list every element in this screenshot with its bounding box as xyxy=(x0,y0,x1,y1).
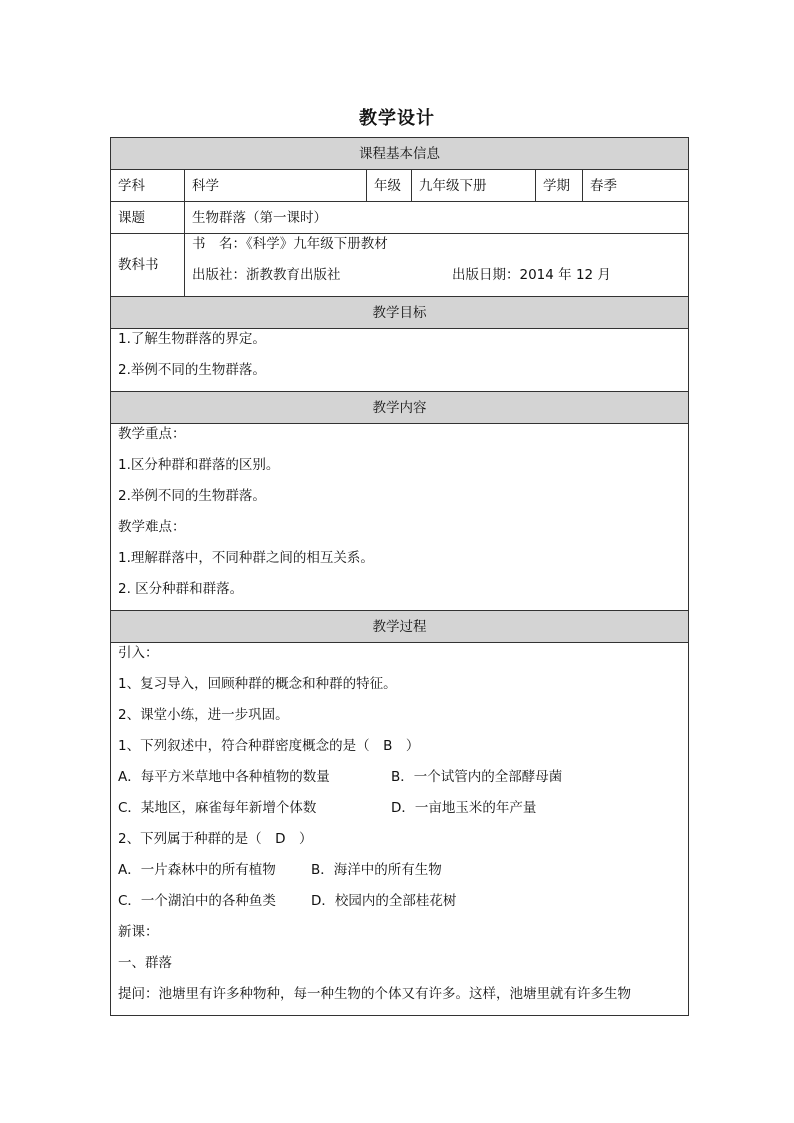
term-label: 学期 xyxy=(536,170,583,202)
q1-option-a: A．每平方米草地中各种植物的数量 xyxy=(118,769,330,785)
term-value: 春季 xyxy=(583,170,689,202)
question-2-options-cd xyxy=(118,891,681,922)
content-line: 1.区分种群和群落的区别。 xyxy=(118,457,280,473)
basic-info-header: 课程基本信息 xyxy=(111,138,689,170)
q1-option-b: B．一个试管内的全部酵母菌 xyxy=(391,769,563,785)
content-line: 教学重点： xyxy=(118,426,186,442)
question-1-options-ab xyxy=(118,767,681,798)
publish-date: 出版日期：2014 年 12 月 xyxy=(452,267,611,283)
lesson-plan-table xyxy=(110,137,689,1016)
publisher: 出版社：浙教教育出版社 xyxy=(192,267,341,283)
textbook-info xyxy=(185,234,689,297)
content-line: 2. 区分种群和群落。 xyxy=(118,581,244,597)
q1-option-c: C．某地区，麻雀每年新增个体数 xyxy=(118,800,317,816)
q2-option-d: D．校园内的全部桂花树 xyxy=(311,893,457,909)
topic-label: 课题 xyxy=(111,202,185,234)
content-line: 2.举例不同的生物群落。 xyxy=(118,488,266,504)
question-text: 提问：池塘里有许多种物种，每一种生物的个体又有许多。这样，池塘里就有许多生物 xyxy=(118,986,631,1002)
q2-option-a: A．一片森林中的所有植物 xyxy=(118,862,276,878)
question-2: 2、下列属于种群的是（ D ） xyxy=(118,831,313,847)
topic-value: 生物群落（第一课时） xyxy=(185,202,689,234)
textbook-label: 教科书 xyxy=(111,234,185,297)
q2-option-c: C．一个湖泊中的各种鱼类 xyxy=(118,893,276,909)
process-step: 1、复习导入，回顾种群的概念和种群的特征。 xyxy=(118,676,397,692)
content-line: 1.理解群落中，不同种群之间的相互关系。 xyxy=(118,550,374,566)
book-name: 书 名：《科学》九年级下册教材 xyxy=(192,236,388,252)
section-heading: 一、群落 xyxy=(118,955,172,971)
q1-option-d: D．一亩地玉米的年产量 xyxy=(391,800,537,816)
objective-item: 1.了解生物群落的界定。 xyxy=(118,331,266,347)
grade-value: 九年级下册 xyxy=(412,170,536,202)
subject-value: 科学 xyxy=(185,170,367,202)
subject-label: 学科 xyxy=(111,170,185,202)
new-lesson-label: 新课： xyxy=(118,924,159,940)
intro-label: 引入： xyxy=(118,645,159,661)
process-step: 2、课堂小练，进一步巩固。 xyxy=(118,707,289,723)
publisher-row xyxy=(192,265,681,296)
q2-option-b: B．海洋中的所有生物 xyxy=(311,862,442,878)
question-1-options-cd xyxy=(118,798,681,829)
objectives-body xyxy=(111,329,689,392)
content-header: 教学内容 xyxy=(111,392,689,424)
process-header: 教学过程 xyxy=(111,611,689,643)
grade-label: 年级 xyxy=(367,170,412,202)
process-body xyxy=(111,643,689,1016)
content-body xyxy=(111,424,689,611)
question-1: 1、下列叙述中，符合种群密度概念的是（ B ） xyxy=(118,738,420,754)
objectives-header: 教学目标 xyxy=(111,297,689,329)
page-title: 教学设计 xyxy=(359,108,435,129)
objective-item: 2.举例不同的生物群落。 xyxy=(118,362,266,378)
content-line: 教学难点： xyxy=(118,519,186,535)
question-2-options-ab xyxy=(118,860,681,891)
